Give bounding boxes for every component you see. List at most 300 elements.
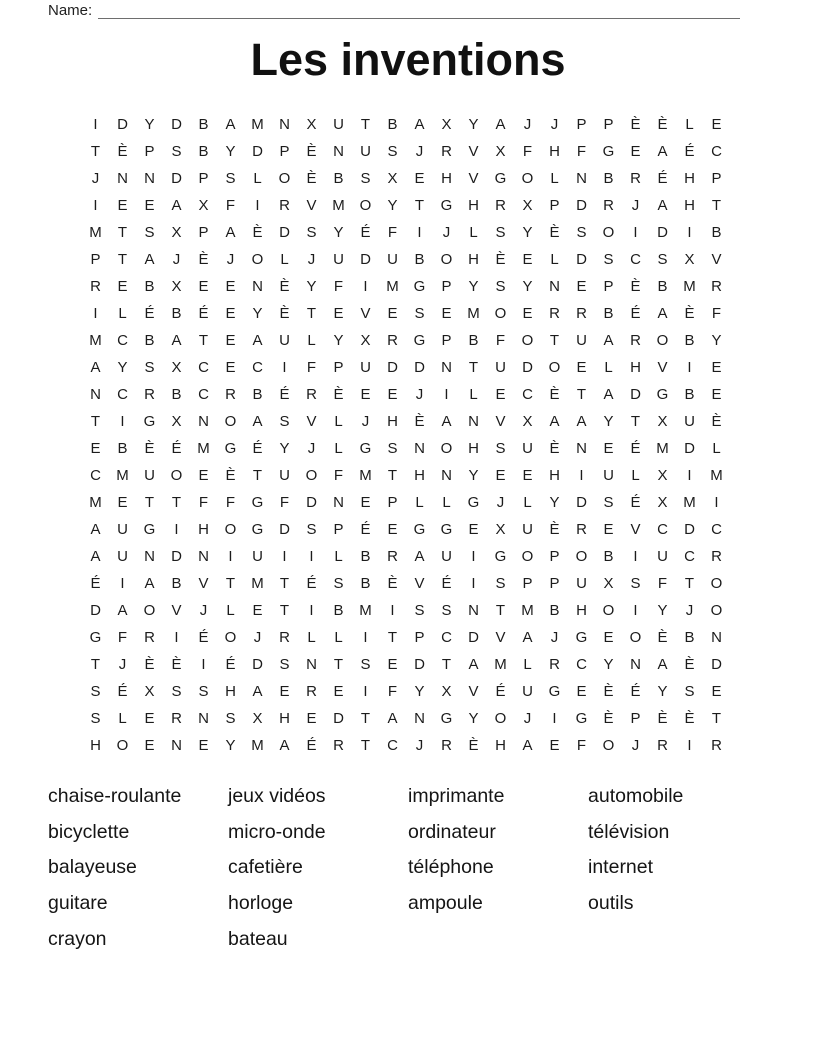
grid-cell: X	[198, 197, 209, 214]
grid-cell: A	[252, 332, 263, 349]
grid-cell: U	[279, 332, 290, 349]
grid-cell: I	[93, 116, 98, 133]
grid-cell: B	[360, 575, 371, 592]
grid-cell: G	[656, 386, 669, 403]
grid-cell: O	[521, 170, 534, 187]
grid-cell: È	[549, 440, 560, 457]
grid-cell: E	[603, 440, 614, 457]
grid-cell: B	[711, 224, 722, 241]
grid-cell: E	[225, 278, 236, 295]
grid-cell: E	[360, 386, 371, 403]
grid-cell: U	[522, 440, 533, 457]
grid-cell: A	[657, 197, 668, 214]
grid-cell: N	[468, 413, 479, 430]
grid-cell: H	[414, 467, 425, 484]
grid-cell: N	[144, 548, 155, 565]
grid-cell: D	[279, 224, 290, 241]
word-item: outils	[588, 892, 634, 915]
grid-cell: X	[603, 575, 614, 592]
grid-cell: L	[469, 224, 478, 241]
grid-cell: V	[495, 413, 506, 430]
grid-cell: E	[441, 305, 452, 322]
grid-cell: E	[387, 305, 398, 322]
grid-cell: M	[251, 737, 264, 754]
grid-cell: E	[279, 683, 290, 700]
grid-cell: S	[414, 305, 425, 322]
grid-cell: I	[201, 656, 206, 673]
grid-cell: J	[307, 440, 316, 457]
grid-cell: L	[442, 494, 451, 511]
grid-cell: Y	[468, 116, 479, 133]
grid-cell: F	[198, 494, 209, 511]
grid-cell: U	[360, 359, 371, 376]
grid-cell: X	[306, 116, 317, 133]
grid-cell: T	[90, 143, 101, 160]
grid-cell: B	[684, 386, 695, 403]
grid-cell: C	[198, 359, 209, 376]
grid-cell: P	[198, 170, 209, 187]
grid-cell: O	[602, 224, 615, 241]
grid-cell: A	[225, 224, 236, 241]
grid-cell: N	[414, 440, 425, 457]
grid-cell: H	[495, 737, 506, 754]
grid-cell: U	[684, 413, 695, 430]
grid-cell: M	[251, 116, 264, 133]
grid-cell: É	[117, 683, 128, 700]
grid-cell: P	[603, 116, 614, 133]
grid-cell: D	[279, 521, 290, 538]
grid-cell: I	[363, 278, 368, 295]
grid-cell: A	[657, 143, 668, 160]
grid-cell: É	[360, 224, 371, 241]
grid-cell: E	[117, 494, 128, 511]
grid-cell: H	[630, 359, 641, 376]
grid-cell: N	[306, 656, 317, 673]
grid-cell: T	[225, 575, 236, 592]
grid-cell: S	[414, 602, 425, 619]
grid-cell: Y	[225, 143, 236, 160]
grid-cell: U	[441, 548, 452, 565]
grid-cell: A	[603, 386, 614, 403]
grid-cell: I	[174, 629, 179, 646]
grid-cell: G	[440, 197, 453, 214]
grid-cell: S	[279, 413, 290, 430]
grid-cell: È	[657, 629, 668, 646]
grid-cell: S	[90, 710, 101, 727]
grid-cell: R	[576, 521, 587, 538]
grid-cell: U	[495, 359, 506, 376]
grid-cell: V	[468, 170, 479, 187]
grid-cell: B	[387, 116, 398, 133]
grid-cell: N	[117, 170, 128, 187]
grid-cell: T	[576, 386, 587, 403]
grid-cell: J	[631, 737, 640, 754]
grid-cell: T	[279, 602, 290, 619]
grid-cell: U	[333, 116, 344, 133]
grid-cell: S	[225, 170, 236, 187]
grid-cell: È	[414, 413, 425, 430]
grid-cell: S	[171, 683, 182, 700]
grid-cell: E	[495, 386, 506, 403]
grid-cell: H	[549, 467, 560, 484]
grid-cell: S	[279, 656, 290, 673]
grid-cell: T	[171, 494, 182, 511]
grid-cell: Y	[279, 440, 290, 457]
grid-cell: G	[224, 440, 237, 457]
grid-cell: É	[252, 440, 263, 457]
grid-cell: J	[226, 251, 235, 268]
grid-cell: X	[387, 170, 398, 187]
grid-cell: F	[225, 494, 236, 511]
grid-cell: T	[90, 656, 101, 673]
grid-cell: G	[494, 170, 507, 187]
grid-cell: R	[603, 197, 614, 214]
grid-cell: Y	[117, 359, 128, 376]
grid-cell: E	[333, 305, 344, 322]
grid-cell: D	[711, 656, 722, 673]
grid-cell: J	[685, 602, 694, 619]
grid-cell: E	[522, 305, 533, 322]
grid-cell: É	[171, 440, 182, 457]
grid-cell: L	[334, 548, 343, 565]
grid-cell: N	[630, 656, 641, 673]
word-column	[48, 779, 228, 958]
grid-cell: I	[687, 359, 692, 376]
grid-cell: I	[687, 224, 692, 241]
grid-cell: C	[684, 548, 695, 565]
grid-cell: Y	[333, 224, 344, 241]
grid-cell: J	[361, 413, 370, 430]
grid-cell: Y	[549, 494, 560, 511]
grid-cell: C	[711, 143, 722, 160]
grid-cell: È	[495, 251, 506, 268]
grid-cell: M	[386, 278, 399, 295]
grid-cell: È	[630, 278, 641, 295]
grid-cell: F	[576, 143, 587, 160]
grid-cell: O	[251, 251, 264, 268]
grid-cell: A	[414, 116, 425, 133]
grid-cell: Y	[711, 332, 722, 349]
grid-cell: V	[495, 629, 506, 646]
grid-cell: V	[360, 305, 371, 322]
grid-cell: B	[603, 170, 614, 187]
grid-cell: E	[252, 602, 263, 619]
grid-cell: I	[390, 602, 395, 619]
grid-cell: D	[576, 494, 587, 511]
grid-cell: E	[117, 197, 128, 214]
word-item: internet	[588, 856, 654, 879]
grid-cell: P	[90, 251, 101, 268]
grid-cell: S	[360, 170, 371, 187]
grid-cell: M	[197, 440, 210, 457]
grid-cell: P	[603, 278, 614, 295]
grid-cell: P	[198, 224, 209, 241]
grid-cell: O	[575, 548, 588, 565]
page-title: Les inventions	[250, 34, 566, 85]
grid-cell: I	[687, 737, 692, 754]
grid-cell: A	[252, 683, 263, 700]
grid-cell: E	[306, 710, 317, 727]
grid-cell: D	[306, 494, 317, 511]
grid-cell: È	[657, 710, 668, 727]
grid-cell: È	[144, 656, 155, 673]
grid-cell: E	[468, 521, 479, 538]
grid-cell: I	[255, 197, 260, 214]
grid-cell: I	[633, 548, 638, 565]
grid-cell: É	[684, 143, 695, 160]
grid-cell: T	[495, 602, 506, 619]
grid-cell: M	[710, 467, 723, 484]
grid-cell: J	[253, 629, 262, 646]
grid-cell: È	[549, 386, 560, 403]
word-item: imprimante	[408, 785, 505, 807]
grid-cell: A	[252, 413, 263, 430]
grid-cell: L	[118, 710, 127, 727]
grid-cell: B	[414, 251, 425, 268]
grid-cell: N	[333, 494, 344, 511]
grid-cell: E	[603, 521, 614, 538]
grid-cell: È	[711, 413, 722, 430]
grid-cell: É	[225, 656, 236, 673]
grid-cell: N	[576, 170, 587, 187]
grid-cell: M	[251, 575, 264, 592]
grid-cell: G	[251, 494, 264, 511]
grid-cell: E	[90, 440, 101, 457]
grid-cell: I	[579, 467, 584, 484]
grid-cell: X	[171, 224, 182, 241]
grid-cell: S	[495, 440, 506, 457]
grid-cell: U	[333, 251, 344, 268]
grid-cell: É	[630, 683, 641, 700]
word-item: téléphone	[408, 856, 494, 879]
grid-cell: C	[441, 629, 452, 646]
grid-cell: T	[117, 224, 128, 241]
grid-cell: G	[89, 629, 102, 646]
grid-cell: D	[522, 359, 533, 376]
grid-cell: E	[549, 737, 560, 754]
grid-cell: T	[468, 359, 479, 376]
grid-cell: V	[414, 575, 425, 592]
word-item: balayeuse	[48, 856, 137, 879]
grid-cell: H	[441, 170, 452, 187]
grid-cell: É	[198, 305, 209, 322]
grid-cell: M	[521, 602, 534, 619]
grid-cell: Y	[603, 413, 614, 430]
grid-cell: I	[444, 386, 449, 403]
grid-cell: R	[306, 683, 317, 700]
grid-cell: B	[117, 440, 128, 457]
grid-cell: É	[360, 521, 371, 538]
grid-cell: A	[603, 332, 614, 349]
grid-cell: H	[684, 197, 695, 214]
grid-cell: S	[495, 575, 506, 592]
grid-cell: E	[522, 467, 533, 484]
grid-cell: Y	[252, 305, 263, 322]
grid-cell: D	[576, 251, 587, 268]
grid-cell: R	[441, 143, 452, 160]
grid-cell: B	[468, 332, 479, 349]
grid-cell: X	[360, 332, 371, 349]
grid-cell: T	[333, 656, 344, 673]
grid-cell: C	[117, 386, 128, 403]
grid-cell: L	[550, 251, 559, 268]
letter-grid	[82, 111, 730, 759]
grid-cell: F	[117, 629, 128, 646]
grid-cell: R	[279, 629, 290, 646]
grid-cell: S	[360, 656, 371, 673]
grid-cell: C	[711, 521, 722, 538]
grid-cell: R	[144, 386, 155, 403]
grid-cell: A	[144, 575, 155, 592]
grid-cell: E	[711, 683, 722, 700]
grid-cell: O	[224, 521, 237, 538]
grid-cell: I	[93, 197, 98, 214]
grid-cell: B	[144, 278, 155, 295]
grid-cell: A	[387, 710, 398, 727]
grid-cell: B	[657, 278, 668, 295]
word-item: bateau	[228, 927, 288, 950]
grid-cell: F	[657, 575, 668, 592]
grid-cell: U	[117, 548, 128, 565]
grid-cell: Y	[657, 683, 668, 700]
grid-cell: P	[549, 575, 560, 592]
grid-cell: Y	[387, 197, 398, 214]
grid-cell: O	[278, 170, 291, 187]
grid-cell: É	[495, 683, 506, 700]
grid-cell: O	[494, 710, 507, 727]
grid-cell: I	[282, 359, 287, 376]
grid-cell: E	[198, 467, 209, 484]
grid-cell: J	[631, 197, 640, 214]
word-item: ordinateur	[408, 820, 496, 843]
grid-cell: G	[440, 710, 453, 727]
grid-cell: R	[576, 305, 587, 322]
grid-cell: C	[576, 656, 587, 673]
grid-cell: N	[252, 278, 263, 295]
grid-cell: D	[684, 521, 695, 538]
grid-cell: R	[279, 197, 290, 214]
grid-cell: T	[684, 575, 695, 592]
word-item: jeux vidéos	[228, 785, 326, 807]
grid-cell: L	[280, 251, 289, 268]
grid-cell: X	[522, 413, 533, 430]
grid-cell: J	[118, 656, 127, 673]
grid-cell: T	[711, 710, 722, 727]
grid-cell: M	[332, 197, 345, 214]
grid-cell: R	[495, 197, 506, 214]
grid-cell: T	[144, 494, 155, 511]
grid-cell: I	[228, 548, 233, 565]
grid-cell: G	[494, 548, 507, 565]
grid-cell: T	[549, 332, 560, 349]
grid-cell: J	[550, 629, 559, 646]
grid-cell: E	[198, 737, 209, 754]
grid-cell: H	[684, 170, 695, 187]
grid-cell: H	[468, 440, 479, 457]
grid-cell: N	[279, 116, 290, 133]
grid-cell: I	[309, 602, 314, 619]
grid-cell: T	[306, 305, 317, 322]
word-item: horloge	[228, 892, 294, 915]
grid-cell: D	[387, 359, 398, 376]
grid-cell: V	[198, 575, 209, 592]
grid-cell: M	[89, 224, 102, 241]
grid-cell: S	[603, 494, 614, 511]
grid-cell: È	[603, 683, 614, 700]
grid-cell: I	[120, 575, 125, 592]
grid-cell: A	[468, 656, 479, 673]
grid-cell: S	[441, 602, 452, 619]
grid-cell: N	[198, 548, 209, 565]
grid-cell: J	[307, 251, 316, 268]
word-item: micro-onde	[228, 820, 326, 843]
grid-cell: P	[441, 332, 452, 349]
word-item: cafetière	[228, 856, 303, 879]
grid-cell: J	[172, 251, 181, 268]
grid-cell: L	[334, 629, 343, 646]
grid-cell: Y	[522, 224, 533, 241]
grid-cell: A	[522, 737, 533, 754]
grid-cell: V	[657, 359, 668, 376]
grid-cell: R	[441, 737, 452, 754]
grid-cell: N	[171, 737, 182, 754]
grid-cell: E	[225, 305, 236, 322]
grid-cell: F	[387, 224, 398, 241]
grid-cell: I	[687, 467, 692, 484]
grid-cell: E	[387, 386, 398, 403]
grid-cell: T	[252, 467, 263, 484]
grid-cell: E	[144, 197, 155, 214]
grid-cell: A	[279, 737, 290, 754]
grid-cell: B	[360, 548, 371, 565]
grid-cell: G	[413, 278, 426, 295]
grid-cell: O	[143, 602, 156, 619]
grid-cell: T	[360, 737, 371, 754]
grid-cell: D	[468, 629, 479, 646]
grid-cell: X	[657, 467, 668, 484]
grid-cell: È	[225, 467, 236, 484]
grid-cell: O	[548, 359, 561, 376]
grid-cell: J	[496, 494, 505, 511]
grid-cell: M	[89, 332, 102, 349]
grid-cell: I	[633, 602, 638, 619]
grid-cell: P	[549, 548, 560, 565]
grid-cell: L	[523, 494, 532, 511]
grid-cell: L	[523, 656, 532, 673]
grid-cell: F	[306, 359, 317, 376]
grid-cell: A	[414, 548, 425, 565]
grid-cell: È	[387, 575, 398, 592]
grid-cell: J	[523, 116, 532, 133]
grid-cell: S	[387, 440, 398, 457]
grid-cell: A	[441, 413, 452, 430]
grid-cell: È	[117, 143, 128, 160]
grid-cell: G	[575, 710, 588, 727]
grid-cell: É	[90, 575, 101, 592]
grid-cell: B	[684, 332, 695, 349]
grid-cell: E	[198, 278, 209, 295]
grid-cell: È	[279, 305, 290, 322]
grid-cell: O	[521, 332, 534, 349]
grid-cell: Y	[225, 737, 236, 754]
grid-cell: N	[468, 602, 479, 619]
grid-cell: Y	[144, 116, 155, 133]
grid-cell: I	[120, 413, 125, 430]
grid-cell: T	[387, 467, 398, 484]
grid-cell: S	[495, 224, 506, 241]
grid-cell: E	[225, 332, 236, 349]
grid-cell: A	[90, 521, 101, 538]
